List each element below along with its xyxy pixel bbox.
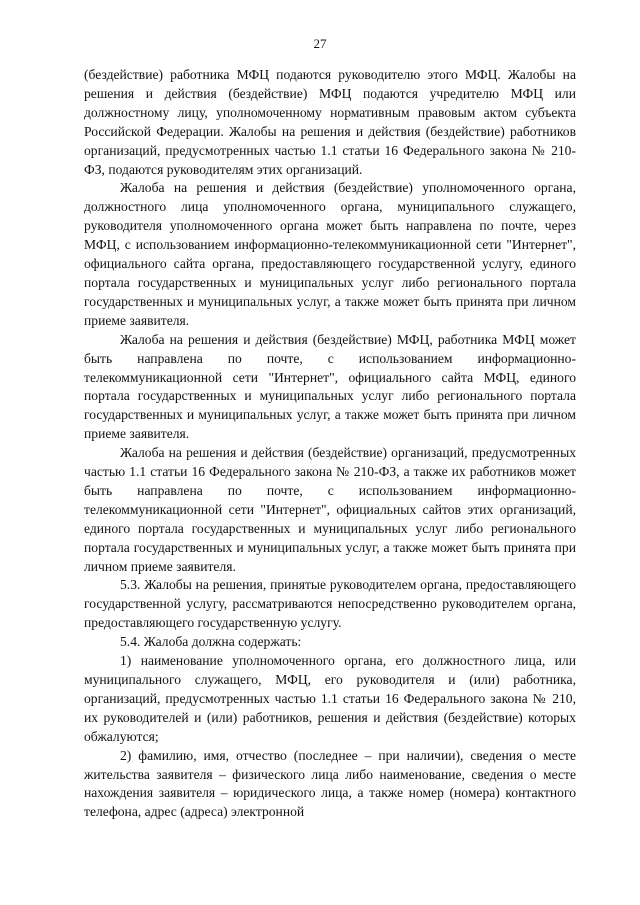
paragraph: Жалоба на решения и действия (бездействие) МФЦ, работника МФЦ может быть направлена по почте, с использованием информационно-телекоммуникационной сети "Интернет", официального сайта МФЦ, единого портала государственных и муниципальных услуг либо регионального портала государственных и муниципальных услуг, а также может быть принята при личном приеме заявителя. [84, 331, 576, 442]
paragraph: (бездействие) работника МФЦ подаются руководителю этого МФЦ. Жалобы на решения и действия (бездействие) МФЦ подаются учредителю МФЦ или должностному лицу, уполномоченному нормативным правовым актом субъекта Российской Федерации. Жалобы на решения и действия (бездействие) работников организаций, предусмотренных частью 1.1 статьи 16 Федерального закона № 210-ФЗ, подаются руководителям этих организаций. [84, 67, 576, 177]
page-number: 27 [313, 36, 327, 51]
paragraph: 5.4. Жалоба должна содержать: [120, 634, 302, 650]
paragraph: 2) фамилию, имя, отчество (последнее – при наличии), сведения о месте жительства заявителя – физического лица либо наименование, сведения о месте нахождения заявителя – юридического лица, а также номер (номера) контактного телефона, адрес (адреса) электронной [84, 747, 576, 820]
document-body [84, 66, 576, 822]
paragraph: 5.3. Жалобы на решения, принятые руководителем органа, предоставляющего государственной услугу, рассматриваются непосредственно руководителем органа, предоставляющего государственную услугу. [84, 577, 576, 631]
paragraph: 1) наименование уполномоченного органа, его должностного лица, или муниципального служащего, МФЦ, его руководителя и (или) работника, организаций, предусмотренных частью 1.1 статьи 16 Федерального закона № 210, их руководителей и (или) работников, решения и действия (бездействие) которых обжалуются; [84, 653, 576, 744]
paragraph: Жалоба на решения и действия (бездействие) организаций, предусмотренных частью 1.1 статьи 16 Федерального закона № 210-ФЗ, а также их работников может быть направлена по почте, с использованием информационно-телекоммуникационной сети "Интернет", официальных сайтов этих организаций, единого портала государственных и муниципальных услуг либо регионального портала государственных и муниципальных услуг, а также может быть принята при личном приеме заявителя. [84, 445, 576, 574]
paragraph: Жалоба на решения и действия (бездействие) уполномоченного органа, должностного лица уполномоченного органа, муниципального служащего, руководителя уполномоченного органа может быть направлена по почте, через МФЦ, с использованием информационно-телекоммуникационной сети "Интернет", официального сайта органа, предоставляющего государственной услугу, единого портала государственных и муниципальных услуг либо регионального портала государственных и муниципальных услуг, а также может быть принята при личном приеме заявителя. [84, 180, 576, 328]
